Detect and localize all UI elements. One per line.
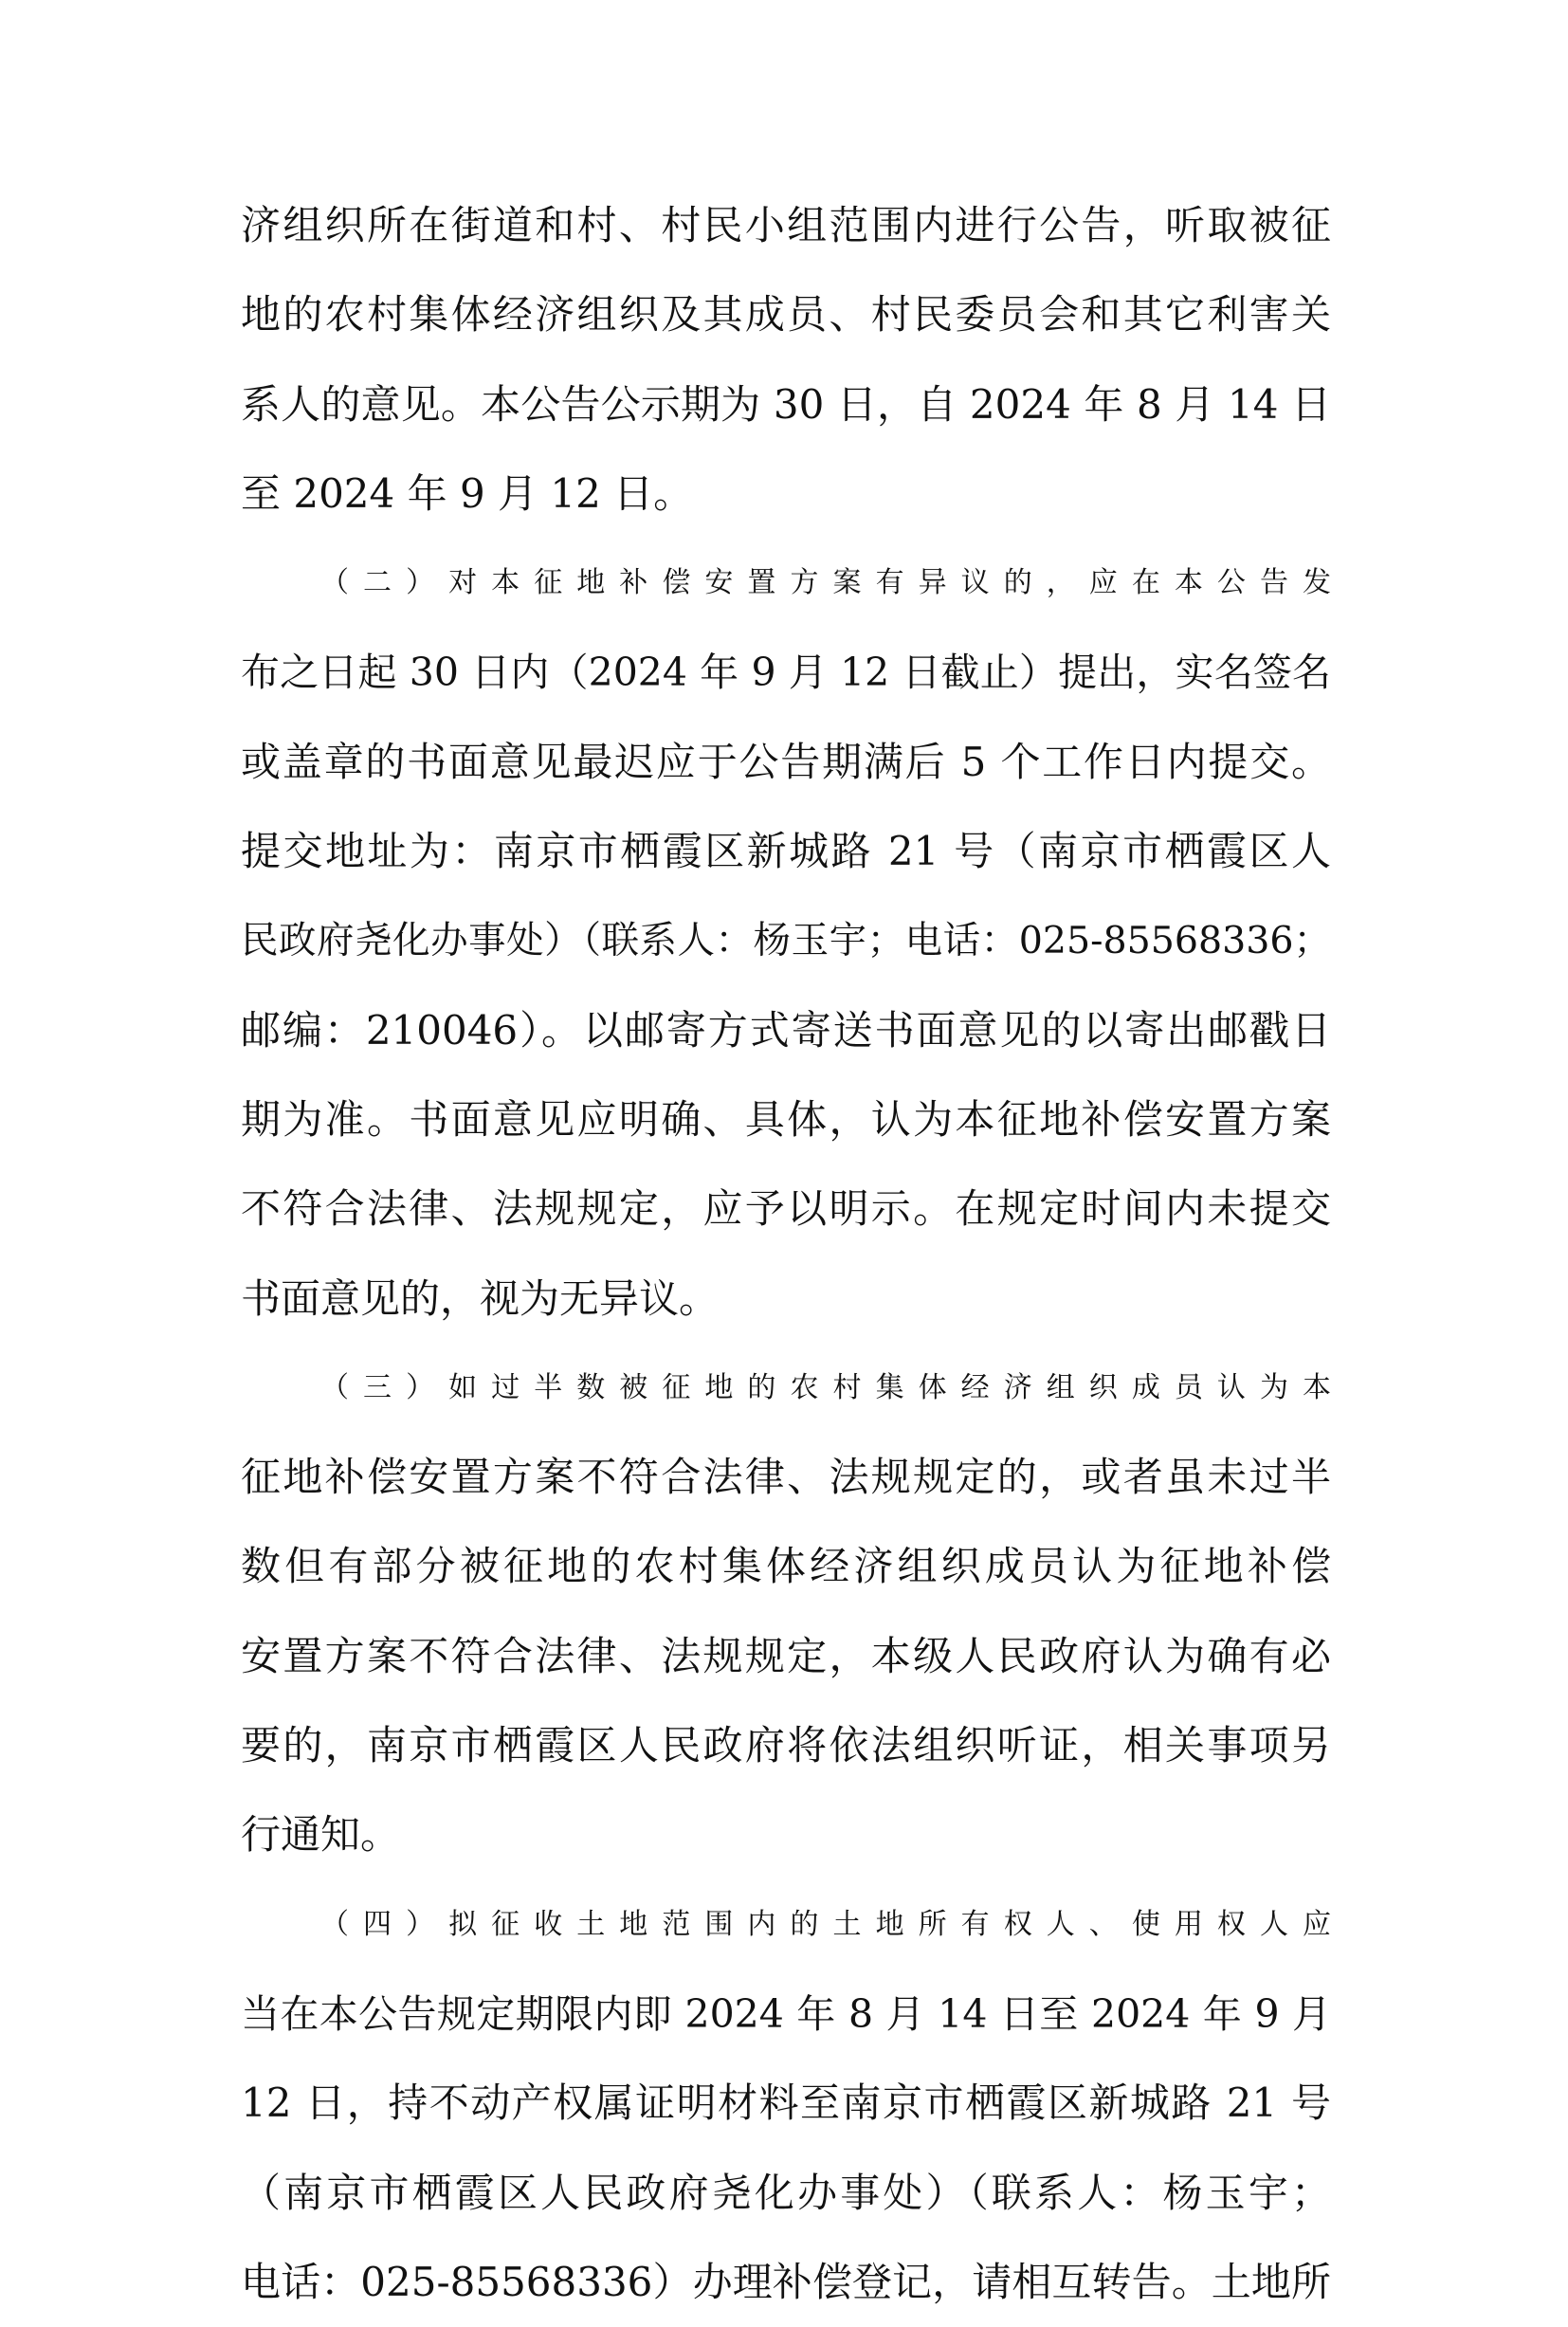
- text-line: 或盖章的书面意见最迟应于公告期满后 5 个工作日内提交。: [241, 738, 1331, 785]
- text-line: 邮编：210046）。以邮寄方式寄送书面意见的以寄出邮戳日: [241, 1006, 1331, 1054]
- text-line: 提交地址为：南京市栖霞区新城路 21 号（南京市栖霞区人: [241, 828, 1331, 875]
- text-line: （南京市栖霞区人民政府尧化办事处）（联系人：杨玉宇；: [241, 2169, 1331, 2216]
- text-line: 书面意见的，视为无异议。: [241, 1274, 720, 1322]
- text-line: 布之日起 30 日内（2024 年 9 月 12 日截止）提出，实名签名: [241, 650, 1331, 696]
- text-line: 不符合法律、法规规定，应予以明示。在规定时间内未提交: [241, 1185, 1331, 1233]
- text-line-section-3-start: （三）如过半数被征地的农村集体经济组织成员认为本: [320, 1370, 1331, 1404]
- text-line-section-2-start: （二）对本征地补偿安置方案有异议的，应在本公告发: [320, 566, 1331, 600]
- text-line: 民政府尧化办事处）（联系人：杨玉宇；电话：025-85568336；: [241, 919, 1331, 963]
- body-text: [241, 181, 1331, 2327]
- text-line: 安置方案不符合法律、法规规定，本级人民政府认为确有必: [241, 1632, 1331, 1679]
- text-line-section-4-start: （四）拟征收土地范围内的土地所有权人、使用权人应: [320, 1907, 1331, 1941]
- text-line: 济组织所在街道和村、村民小组范围内进行公告，听取被征: [241, 202, 1331, 248]
- text-line: 要的，南京市栖霞区人民政府将依法组织听证，相关事项另: [241, 1722, 1331, 1769]
- text-line: 电话：025-85568336）办理补偿登记，请相互转告。土地所: [241, 2258, 1331, 2305]
- text-line: 地的农村集体经济组织及其成员、村民委员会和其它利害关: [241, 291, 1331, 339]
- text-line: 行通知。: [241, 1811, 401, 1859]
- text-line: 期为准。书面意见应明确、具体，认为本征地补偿安置方案: [241, 1095, 1331, 1143]
- text-line: 至 2024 年 9 月 12 日。: [241, 469, 694, 517]
- text-line: 当在本公告规定期限内即 2024 年 8 月 14 日至 2024 年 9 月: [241, 1990, 1331, 2037]
- text-line: 征地补偿安置方案不符合法律、法规规定的，或者虽未过半: [241, 1454, 1331, 1501]
- text-line: 系人的意见。本公告公示期为 30 日，自 2024 年 8 月 14 日: [241, 380, 1331, 428]
- text-line: 12 日，持不动产权属证明材料至南京市栖霞区新城路 21 号: [241, 2080, 1331, 2127]
- text-line: 数但有部分被征地的农村集体经济组织成员认为征地补偿: [241, 1543, 1331, 1590]
